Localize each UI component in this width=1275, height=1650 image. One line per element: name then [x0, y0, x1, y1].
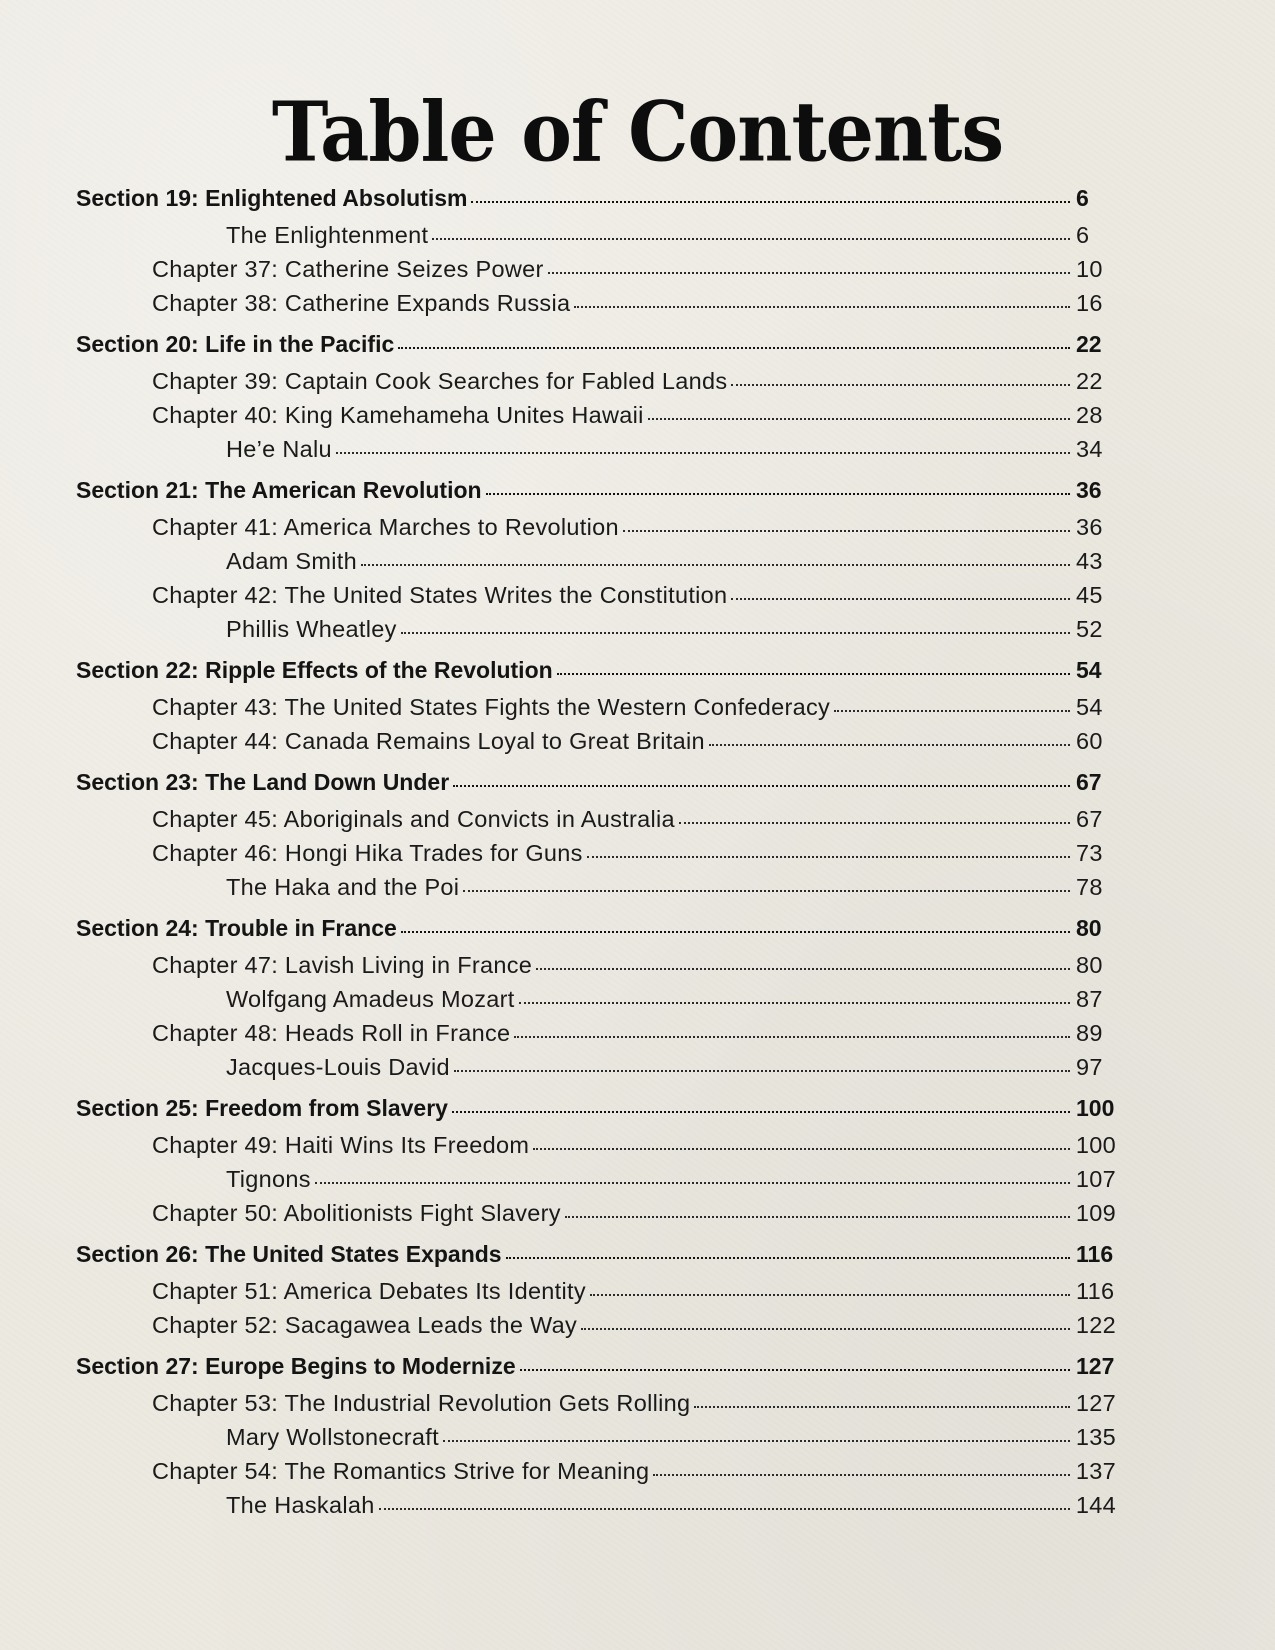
- dot-leader: [401, 931, 1070, 933]
- dot-leader: [471, 201, 1070, 203]
- toc-entry-chapter: [76, 398, 1116, 432]
- dot-leader: [443, 1440, 1070, 1442]
- toc-entry-label: He’e Nalu: [226, 436, 332, 462]
- dot-leader: [514, 1036, 1070, 1038]
- toc-page-number: 34: [1076, 436, 1103, 462]
- toc-page-number: 28: [1076, 402, 1103, 428]
- toc-entry-chapter: [76, 1386, 1116, 1420]
- toc-entry-label: Section 27: Europe Begins to Modernize: [76, 1353, 516, 1379]
- toc-entry-label: Section 23: The Land Down Under: [76, 769, 450, 795]
- table-of-contents: [76, 180, 1116, 1522]
- toc-entry-label: Section 24: Trouble in France: [76, 915, 397, 941]
- toc-entry-chapter: [76, 1274, 1116, 1308]
- toc-entry-label: Chapter 48: Heads Roll in France: [152, 1020, 511, 1046]
- toc-entry-label: Chapter 53: The Industrial Revolution Gets Rolling: [152, 1390, 691, 1416]
- dot-leader: [379, 1508, 1070, 1510]
- toc-entry-label: The Haskalah: [226, 1492, 375, 1518]
- toc-page-number: 116: [1076, 1241, 1114, 1267]
- toc-page-number: 89: [1076, 1020, 1103, 1046]
- toc-entry-label: Chapter 39: Captain Cook Searches for Fabled Lands: [152, 368, 728, 394]
- dot-leader: [506, 1257, 1070, 1259]
- toc-entry-sub: [76, 1050, 1116, 1084]
- toc-entry-section: [76, 1236, 1116, 1272]
- dot-leader: [548, 272, 1070, 274]
- toc-entry-label: Chapter 38: Catherine Expands Russia: [152, 290, 571, 316]
- dot-leader: [520, 1369, 1070, 1371]
- toc-entry-chapter: [76, 252, 1116, 286]
- toc-page-number: 45: [1076, 582, 1103, 608]
- toc-entry-sub: [76, 612, 1116, 646]
- dot-leader: [486, 493, 1070, 495]
- toc-entry-label: Chapter 45: Aboriginals and Convicts in Australia: [152, 806, 675, 832]
- toc-entry-label: Chapter 47: Lavish Living in France: [152, 952, 533, 978]
- dot-leader: [653, 1474, 1070, 1476]
- toc-entry-chapter: [76, 510, 1116, 544]
- toc-page-number: 144: [1075, 1492, 1116, 1518]
- toc-page-number: 22: [1076, 331, 1102, 357]
- toc-page-number: 60: [1076, 728, 1103, 754]
- toc-page-number: 97: [1076, 1054, 1103, 1080]
- dot-leader: [463, 890, 1070, 892]
- toc-entry-section: [76, 180, 1116, 216]
- toc-entry-label: Section 21: The American Revolution: [76, 477, 482, 503]
- dot-leader: [648, 418, 1070, 420]
- dot-leader: [452, 1111, 1070, 1113]
- toc-entry-label: Chapter 43: The United States Fights the Western Confederacy: [152, 694, 831, 720]
- toc-page-number: 137: [1075, 1458, 1116, 1484]
- toc-page-number: 107: [1075, 1166, 1116, 1192]
- toc-entry-chapter: [76, 1016, 1116, 1050]
- toc-page-number: 36: [1076, 477, 1102, 503]
- toc-entry-label: Chapter 46: Hongi Hika Trades for Guns: [152, 840, 583, 866]
- dot-leader: [336, 452, 1070, 454]
- dot-leader: [731, 598, 1070, 600]
- toc-page-number: 127: [1076, 1353, 1115, 1379]
- toc-page-number: 36: [1076, 514, 1103, 540]
- dot-leader: [432, 238, 1070, 240]
- dot-leader: [315, 1182, 1070, 1184]
- toc-entry-chapter: [76, 1308, 1116, 1342]
- toc-entry-sub: [76, 870, 1116, 904]
- toc-entry-label: Chapter 42: The United States Writes the Constitution: [152, 582, 728, 608]
- toc-page-number: 73: [1076, 840, 1103, 866]
- dot-leader: [709, 744, 1070, 746]
- toc-page-number: 67: [1076, 769, 1102, 795]
- dot-leader: [565, 1216, 1070, 1218]
- toc-entry-label: Chapter 50: Abolitionists Fight Slavery: [152, 1200, 561, 1226]
- toc-entry-label: Section 20: Life in the Pacific: [76, 331, 395, 357]
- toc-entry-label: Chapter 54: The Romantics Strive for Meaning: [152, 1458, 650, 1484]
- dot-leader: [679, 822, 1070, 824]
- toc-entry-chapter: [76, 690, 1116, 724]
- dot-leader: [587, 856, 1070, 858]
- toc-entry-chapter: [76, 578, 1116, 612]
- toc-page-number: 54: [1076, 694, 1103, 720]
- toc-entry-section: [76, 1348, 1116, 1384]
- dot-leader: [581, 1328, 1070, 1330]
- toc-page-number: 10: [1076, 256, 1103, 282]
- toc-entry-chapter: [76, 364, 1116, 398]
- toc-page-number: 43: [1076, 548, 1103, 574]
- toc-entry-section: [76, 326, 1116, 362]
- toc-page-number: 87: [1076, 986, 1103, 1012]
- dot-leader: [398, 347, 1070, 349]
- toc-entry-label: Jacques-Louis David: [226, 1054, 450, 1080]
- toc-page-number: 80: [1076, 952, 1103, 978]
- toc-entry-label: Chapter 44: Canada Remains Loyal to Great Britain: [152, 728, 705, 754]
- toc-page-number: 116: [1076, 1278, 1115, 1304]
- toc-page-number: 78: [1076, 874, 1103, 900]
- toc-page-number: 16: [1076, 290, 1103, 316]
- dot-leader: [454, 1070, 1070, 1072]
- toc-page-number: 54: [1076, 657, 1102, 683]
- toc-entry-chapter: [76, 1454, 1116, 1488]
- toc-page-number: 100: [1076, 1095, 1115, 1121]
- toc-page-number: 135: [1075, 1424, 1116, 1450]
- toc-entry-chapter: [76, 802, 1116, 836]
- toc-page-number: 6: [1076, 222, 1090, 248]
- toc-entry-sub: [76, 1162, 1116, 1196]
- toc-page-number: 80: [1076, 915, 1102, 941]
- toc-entry-chapter: [76, 724, 1116, 758]
- toc-entry-label: Chapter 51: America Debates Its Identity: [152, 1278, 586, 1304]
- toc-entry-sub: [76, 432, 1116, 466]
- dot-leader: [590, 1294, 1070, 1296]
- toc-entry-sub: [76, 218, 1116, 252]
- toc-entry-section: [76, 764, 1116, 800]
- toc-entry-label: Chapter 41: America Marches to Revolution: [152, 514, 619, 540]
- toc-entry-section: [76, 1090, 1116, 1126]
- toc-entry-label: Section 25: Freedom from Slavery: [76, 1095, 448, 1121]
- toc-page-number: 127: [1075, 1390, 1116, 1416]
- toc-entry-label: Section 26: The United States Expands: [76, 1241, 502, 1267]
- toc-entry-label: Chapter 37: Catherine Seizes Power: [152, 256, 544, 282]
- toc-entry-sub: [76, 1420, 1116, 1454]
- toc-entry-chapter: [76, 1196, 1116, 1230]
- toc-page-number: 6: [1076, 185, 1089, 211]
- toc-entry-label: Chapter 49: Haiti Wins Its Freedom: [152, 1132, 530, 1158]
- toc-entry-chapter: [76, 948, 1116, 982]
- dot-leader: [623, 530, 1070, 532]
- toc-entry-label: Mary Wollstonecraft: [226, 1424, 439, 1450]
- toc-entry-section: [76, 652, 1116, 688]
- dot-leader: [453, 785, 1070, 787]
- toc-entry-section: [76, 472, 1116, 508]
- toc-entry-label: Wolfgang Amadeus Mozart: [226, 986, 515, 1012]
- dot-leader: [557, 673, 1070, 675]
- toc-entry-section: [76, 910, 1116, 946]
- toc-page-number: 100: [1075, 1132, 1116, 1158]
- dot-leader: [834, 710, 1070, 712]
- toc-entry-label: The Haka and the Poi: [226, 874, 460, 900]
- toc-entry-label: Phillis Wheatley: [226, 616, 397, 642]
- dot-leader: [361, 564, 1070, 566]
- page-title: Table of Contents: [271, 84, 1004, 181]
- toc-entry-label: Tignons: [226, 1166, 311, 1192]
- dot-leader: [574, 306, 1070, 308]
- toc-entry-sub: [76, 982, 1116, 1016]
- toc-entry-label: The Enlightenment: [226, 222, 429, 248]
- dot-leader: [694, 1406, 1070, 1408]
- toc-entry-label: Adam Smith: [226, 548, 357, 574]
- dot-leader: [533, 1148, 1070, 1150]
- toc-entry-label: Chapter 40: King Kamehameha Unites Hawaii: [152, 402, 644, 428]
- dot-leader: [731, 384, 1070, 386]
- toc-entry-chapter: [76, 286, 1116, 320]
- toc-entry-label: Section 19: Enlightened Absolutism: [76, 185, 468, 211]
- toc-entry-sub: [76, 544, 1116, 578]
- toc-entry-chapter: [76, 1128, 1116, 1162]
- toc-entry-label: Chapter 52: Sacagawea Leads the Way: [152, 1312, 578, 1338]
- toc-entry-sub: [76, 1488, 1116, 1522]
- toc-page-number: 122: [1075, 1312, 1116, 1338]
- toc-page-number: 109: [1075, 1200, 1116, 1226]
- toc-page-number: 67: [1076, 806, 1103, 832]
- toc-entry-chapter: [76, 836, 1116, 870]
- toc-page-number: 22: [1076, 368, 1103, 394]
- dot-leader: [519, 1002, 1070, 1004]
- toc-page-number: 52: [1076, 616, 1103, 642]
- toc-entry-label: Section 22: Ripple Effects of the Revolution: [76, 657, 553, 683]
- dot-leader: [401, 632, 1070, 634]
- dot-leader: [536, 968, 1070, 970]
